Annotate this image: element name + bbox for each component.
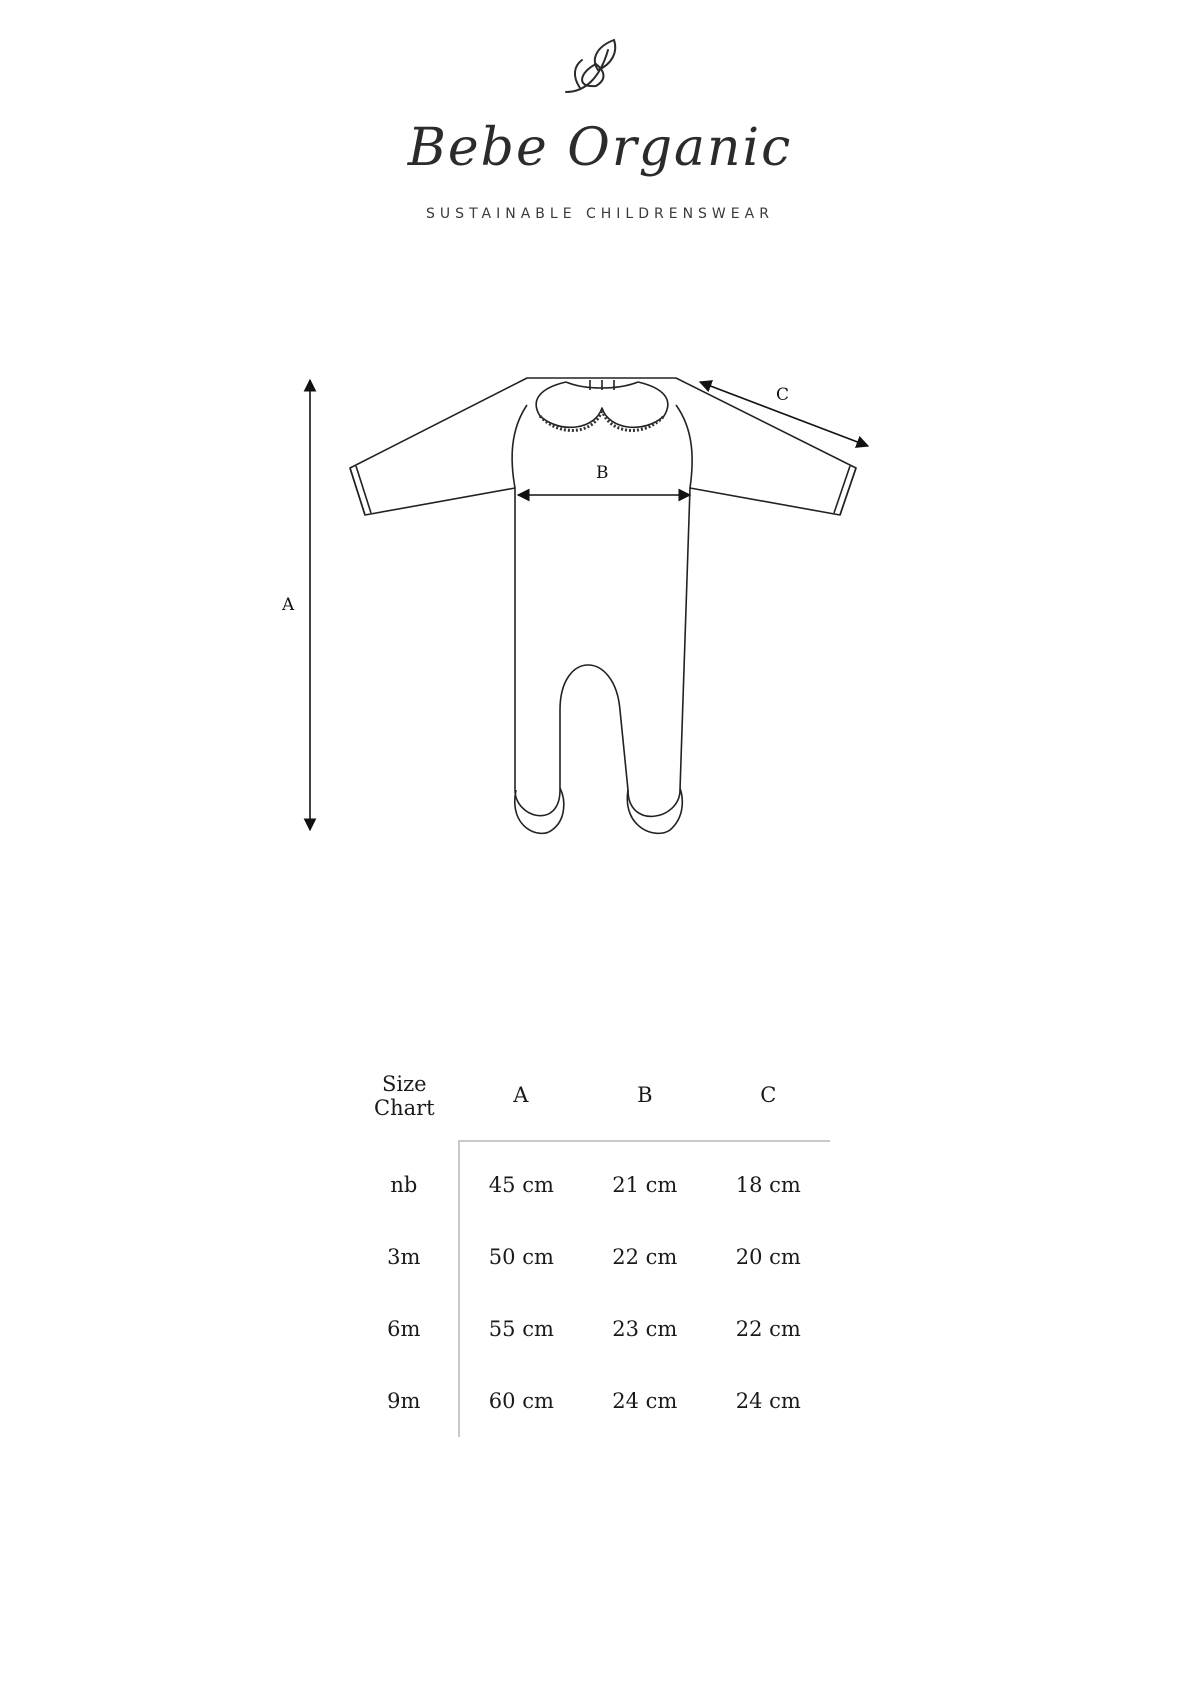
table-row: [350, 1293, 830, 1365]
brand-logo: [0, 0, 1200, 240]
table-cell: 60 cm: [459, 1365, 583, 1437]
dimension-a-label: A: [282, 595, 295, 615]
garment-diagram: [0, 330, 1200, 850]
table-cell: 22 cm: [735, 1317, 801, 1341]
table-cell: 45 cm: [459, 1141, 583, 1221]
brand-name: Bebe Organic: [407, 118, 793, 178]
column-header-c: C: [707, 1050, 830, 1141]
size-chart-title: Size Chart: [374, 1071, 435, 1120]
row-size-label: 9m: [387, 1389, 421, 1413]
brand-tagline: SUSTAINABLE CHILDRENSWEAR: [426, 206, 774, 222]
row-size-label: 6m: [387, 1317, 421, 1341]
table-row: [350, 1221, 830, 1293]
table-cell: 22 cm: [612, 1245, 678, 1269]
row-size-label: nb: [390, 1172, 418, 1197]
table-cell: 23 cm: [612, 1317, 678, 1341]
size-chart-header-row: [350, 1050, 830, 1141]
table-row: [350, 1141, 830, 1221]
leaf-sprig-icon: [0, 20, 1200, 130]
column-header-b: B: [583, 1050, 706, 1141]
romper-outline: [350, 378, 856, 833]
column-header-a: A: [459, 1050, 583, 1141]
table-cell: 24 cm: [612, 1389, 678, 1413]
table-cell: 24 cm: [735, 1389, 801, 1413]
size-chart-table: [350, 1050, 830, 1437]
dimension-c-label: C: [776, 385, 790, 405]
row-size-label: 3m: [387, 1245, 421, 1269]
size-chart: [350, 1050, 830, 1437]
table-cell: 50 cm: [459, 1221, 583, 1293]
table-cell: 55 cm: [459, 1293, 583, 1365]
table-row: [350, 1365, 830, 1437]
table-cell: 21 cm: [612, 1173, 678, 1197]
dimension-b-label: B: [596, 463, 609, 483]
table-cell: 18 cm: [735, 1173, 801, 1197]
table-cell: 20 cm: [735, 1245, 801, 1269]
